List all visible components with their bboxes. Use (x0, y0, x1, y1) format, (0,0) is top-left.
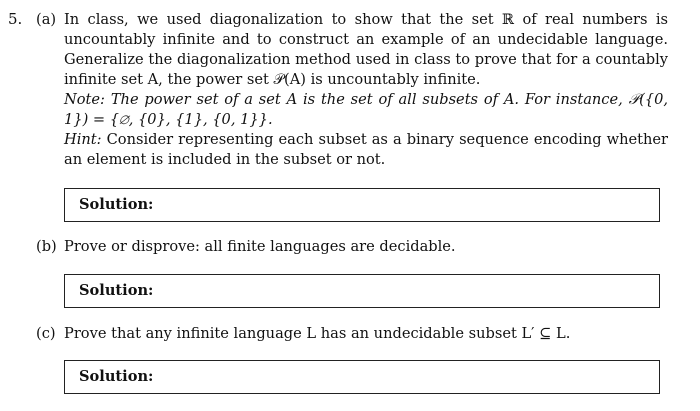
part-b (36, 237, 668, 257)
part-c-solution-label: Solution: (79, 368, 154, 385)
part-a-body (64, 10, 668, 170)
part-a-question: In class, we used diagonalization to show that the set ℝ of real numbers is uncountably infinite and to construct an example of an undecidable language. Generalize the diagonalization method used in class to prove that for a countably infinite set A, the power set 𝒫(A) is uncountably infinite. (64, 11, 668, 88)
part-c-solution-box[interactable] (64, 360, 660, 394)
part-c-question: Prove that any infinite language L has an undecidable subset L′ ⊆ L. (64, 325, 571, 342)
part-a-hint (64, 130, 668, 170)
part-b-solution-box[interactable] (64, 274, 660, 308)
part-a-note-text: The power set of a set A is the set of all subsets of A. For instance, 𝒫({0, 1}) = {∅, {0}, {1}, {0, 1}}. (64, 91, 668, 128)
part-a-note (64, 90, 668, 130)
problem-number: 5. (8, 10, 23, 28)
part-b-solution-label: Solution: (79, 282, 154, 299)
part-a-note-prefix: Note: (64, 91, 105, 108)
part-b-label: (b) (36, 238, 57, 255)
part-c-label: (c) (36, 325, 56, 342)
part-a-solution-label: Solution: (79, 196, 154, 213)
part-b-question: Prove or disprove: all finite languages are decidable. (64, 238, 456, 255)
part-c-body (64, 324, 668, 344)
part-b-body (64, 237, 668, 257)
part-a-hint-text: Consider representing each subset as a binary sequence encoding whether an element is included in the subset or not. (64, 131, 669, 168)
part-a-hint-prefix: Hint: (64, 131, 102, 148)
part-a-solution-box[interactable] (64, 188, 660, 222)
part-c (36, 324, 668, 344)
part-a-label: (a) (36, 11, 57, 28)
part-a (36, 10, 668, 170)
